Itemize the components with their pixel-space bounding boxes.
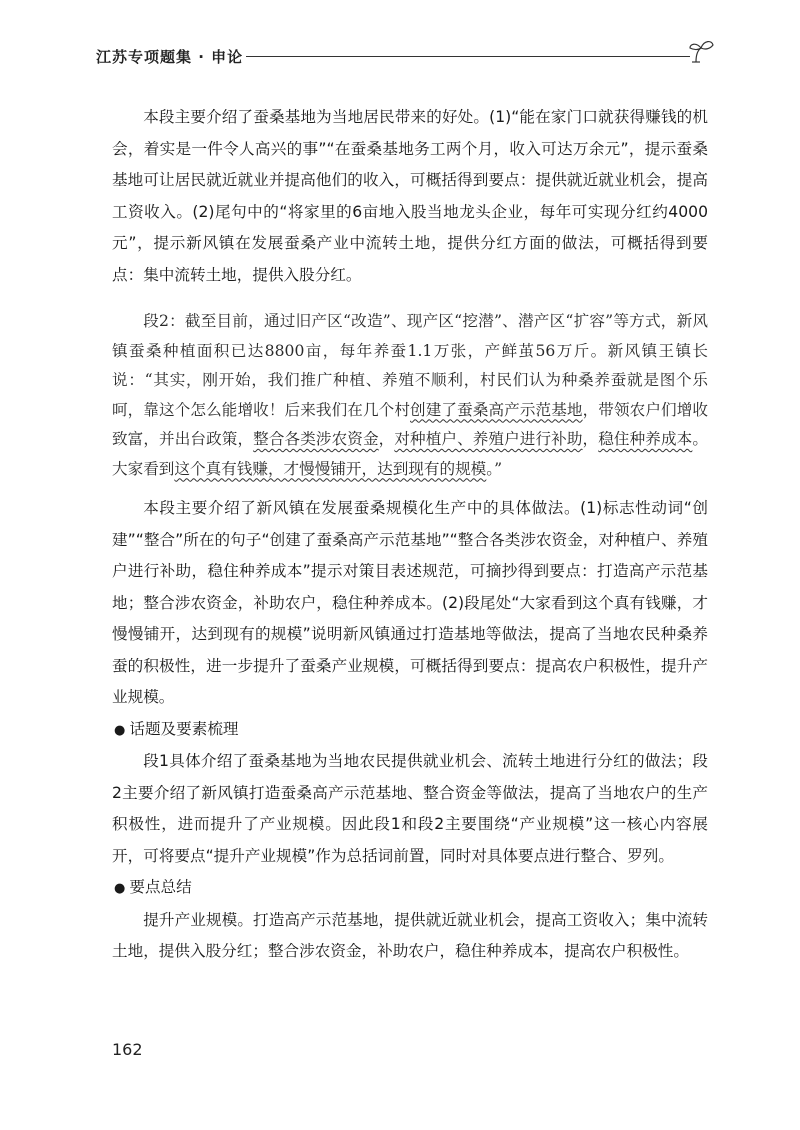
bullet-icon: ● (114, 722, 126, 738)
quote-text: 。大家看到 (112, 430, 708, 478)
heading-text: 要点总结 (129, 878, 192, 896)
quoted-source-paragraph-2 (112, 307, 708, 484)
analysis-paragraph-2: 本段主要介绍了新风镇在发展蚕桑规模化生产中的具体做法。(1)标志性动词“创建”“整合”所在的句子“创建了蚕桑高产示范基地”“整合各类涉农资金，对种植户、养殖户进行补助，稳住种养成本”提示对策目表述规范，可摘抄得到要点：打造高产示范基地；整合涉农资金，补助农户，稳住种养成本。(2)段尾处“大家看到这个真有钱赚，才慢慢铺开，达到现有的规模”说明新风镇通过打造基地等做法，提高了当地农民种桑养蚕的积极性，进一步提升了蚕桑产业规模，可概括得到要点：提高农户积极性，提升产业规模。 (112, 499, 708, 706)
page-number: 162 (112, 1040, 143, 1059)
summary-paragraph: 提升产业规模。打造高产示范基地，提供就近就业机会，提高工资收入；集中流转土地，提供入股分红；整合涉农资金，补助农户，稳住种养成本，提高农户积极性。 (112, 910, 708, 960)
quote-text: ， (378, 430, 395, 448)
section-heading-summary (112, 872, 708, 905)
quote-text: ， (582, 430, 599, 448)
page-header (96, 40, 716, 70)
bullet-icon: ● (114, 881, 126, 896)
underlined-phrase: 对种植户、养殖户进行补助 (394, 430, 583, 448)
sprout-icon (686, 36, 716, 66)
analysis-paragraph-3: 段1具体介绍了蚕桑基地为当地农民提供就业机会、流转土地进行分红的做法；段2主要介绍了新风镇打造蚕桑高产示范基地、整合资金等做法，提高了当地农户的生产积极性，进而提升了产业规模。因此段1和段2主要围绕“产业规模”这一核心内容展开，可将要点“提升产业规模”作为总括词前置，同时对具体要点进行整合、罗列。 (112, 752, 708, 865)
underlined-phrase: 创建了蚕桑高产示范基地 (410, 400, 583, 419)
quote-text: 段2：截至目前，通过旧产区“改造”、现产区“挖潜”、潜产区“扩容”等方式，新风镇蚕桑种植面积已达8800亩，每年养蚕1.1万张，产鲜茧56万斤。新风镇王镇长说：“其实，刚开始，我们推广种植、养殖不顺利，村民们认为种桑养蚕就是图个乐呵，靠这个怎么能增收！后来我们在几个村 (112, 312, 708, 419)
underlined-phrase: 稳住种养成本 (598, 430, 693, 448)
book-title: 江苏专项题集 · 申论 (96, 48, 244, 66)
quote-text: ，带领农户们增收致富，并出台政策， (112, 400, 708, 448)
underlined-phrase: 整合各类涉农资金 (253, 430, 379, 448)
heading-text: 话题及要素梳理 (129, 719, 239, 738)
analysis-paragraph-1: 本段主要介绍了蚕桑基地为当地居民带来的好处。(1)“能在家门口就获得赚钱的机会，着实是一件令人高兴的事”“在蚕桑基地务工两个月，收入可达万余元”，提示蚕桑基地可让居民就近就业并提高他们的收入，可概括得到要点：提供就近就业机会，提高工资收入。(2)尾句中的“将家里的6亩地入股当地龙头企业，每年可实现分红约4000元”，提示新风镇在发展蚕桑产业中流转土地，提供分红方面的做法，可概括得到要点：集中流转土地，提供入股分红。 (112, 108, 708, 284)
header-rule (246, 56, 690, 57)
page-content (112, 102, 708, 968)
section-heading-topics (112, 714, 708, 747)
underlined-phrase: 这个真有钱赚，才慢慢铺开，达到现有的规模 (174, 459, 487, 478)
quote-text: 。” (486, 459, 503, 478)
